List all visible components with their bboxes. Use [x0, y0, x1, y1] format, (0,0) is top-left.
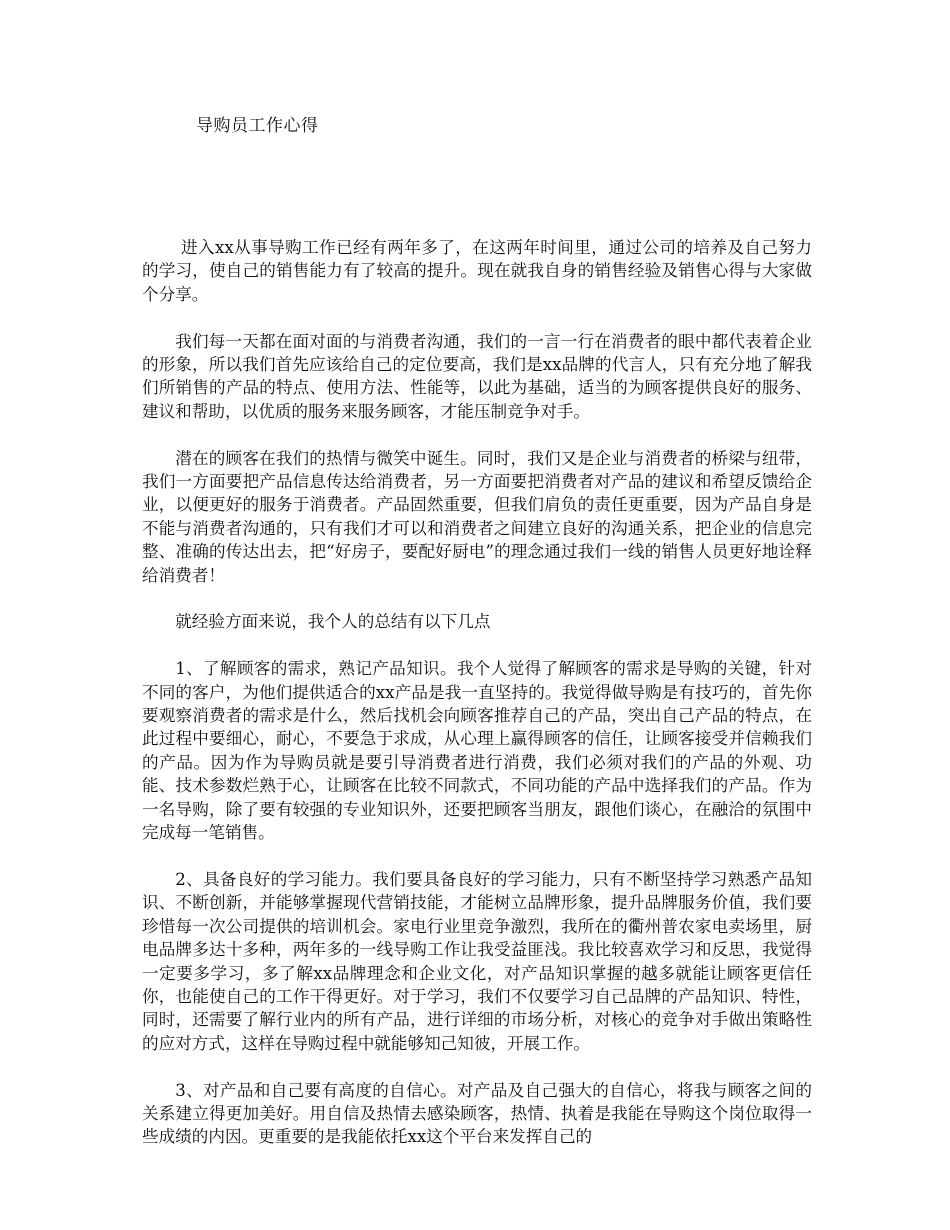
document-body — [142, 236, 812, 1172]
paragraph-point-3: 3、对产品和自己要有高度的自信心。对产品及自己强大的自信心，将我与顾客之间的关系建立得更加美好。用自信及热情去感染顾客，热情、执着是我能在导购这个岗位取得一些成绩的内因。更重要的是我能依托xx这个平台来发挥自己的 — [142, 1080, 812, 1147]
paragraph-customer-bridge: 潜在的顾客在我们的热情与微笑中诞生。同时，我们又是企业与消费者的桥梁与纽带，我们一方面要把产品信息传达给消费者，另一方面要把消费者对产品的建议和希望反馈给企业，以便更好的服务于消费者。产品固然重要，但我们肩负的责任更重要，因为产品自身是不能与消费者沟通的，只有我们才可以和消费者之间建立良好的沟通关系，把企业的信息完整、准确的传达出去，把“好房子，要配好厨电”的理念通过我们一线的销售人员更好地诠释给消费者！ — [142, 448, 812, 585]
paragraph-point-2: 2、具备良好的学习能力。我们要具备良好的学习能力，只有不断坚持学习熟悉产品知识、不断创新，并能够掌握现代营销技能，才能树立品牌形象，提升品牌服务价值，我们要珍惜每一次公司提供的培训机会。家电行业里竞争激烈，我所在的衢州普农家电卖场里，厨电品牌多达十多种，两年多的一线导购工作让我受益匪浅。我比较喜欢学习和反思，我觉得一定要多学习，多了解xx品牌理念和企业文化，对产品知识掌握的越多就能让顾客更信任你，也能使自己的工作干得更好。对于学习，我们不仅要学习自己品牌的产品知识、特性，同时，还需要了解行业内的所有产品，进行详细的市场分析，对核心的竞争对手做出策略性的应对方式，这样在导购过程中就能够知己知彼，开展工作。 — [142, 869, 812, 1053]
paragraph-summary-intro: 就经验方面来说，我个人的总结有以下几点 — [175, 612, 491, 632]
document-title: 导购员工作心得 — [196, 116, 319, 136]
paragraph-point-1: 1、了解顾客的需求，熟记产品知识。我个人觉得了解顾客的需求是导购的关键，针对不同的客户，为他们提供适合的xx产品是我一直坚持的。我觉得做导购是有技巧的，首先你要观察消费者的需求是什么，然后找机会向顾客推荐自己的产品，突出自己产品的特点，在此过程中要细心，耐心，不要急于求成，从心理上赢得顾客的信任，让顾客接受并信赖我们的产品。因为作为导购员就是要引导消费者进行消费，我们必须对我们的产品的外观、功能、技术参数烂熟于心，让顾客在比较不同款式，不同功能的产品中选择我们的产品。作为一名导购，除了要有较强的专业知识外，还要把顾客当朋友，跟他们谈心，在融洽的氛围中完成每一笔销售。 — [142, 659, 812, 843]
paragraph-brand-image: 我们每一天都在面对面的与消费者沟通，我们的一言一行在消费者的眼中都代表着企业的形象，所以我们首先应该给自己的定位要高，我们是xx品牌的代言人，只有充分地了解我们所销售的产品的特点、使用方法、性能等，以此为基础，适当的为顾客提供良好的服务、建议和帮助，以优质的服务来服务顾客，才能压制竞争对手。 — [142, 331, 812, 421]
paragraph-intro: 进入xx从事导购工作已经有两年多了，在这两年时间里，通过公司的培养及自己努力的学习，使自己的销售能力有了较高的提升。现在就我自身的销售经验及销售心得与大家做个分享。 — [142, 238, 812, 304]
